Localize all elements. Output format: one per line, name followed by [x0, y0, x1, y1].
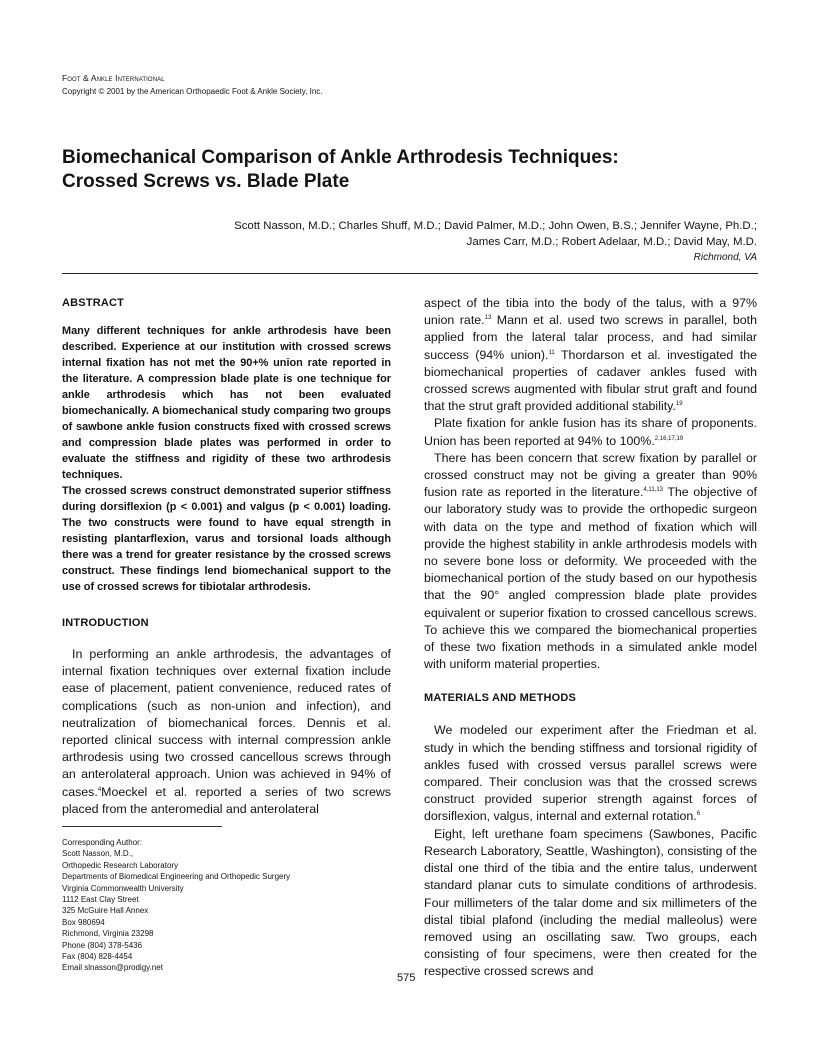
footnote-line: 325 McGuire Hall Annex	[62, 906, 149, 916]
footnote-line: Email slnasson@prodigy.net	[62, 963, 163, 973]
title-line-2: Crossed Screws vs. Blade Plate	[62, 171, 350, 192]
abstract-paragraph-2: The crossed screws construct demonstrated superior stiffness during dorsiflexion (p < 0.001) and valgus (p < 0.001) loading. The two constructs were found to have equal strength in resisting plantarflexion, varus and torsional loads although there was a trend for greater resistance by the crossed screws construct. These findings lend biomechanical support to the use of crossed screws for tibiotalar arthrodesis.	[62, 485, 391, 593]
right-column	[424, 295, 757, 981]
intro-paragraph-1-continued: aspect of the tibia into the body of the talus, with a 97% union rate.$^{13}$ Mann et al. used two screws in parallel, both applied from the lateral talar process, and had similar success (94% union).$^{11}$ Thordarson et al. investigated the biomechanical properties of cadaver ankles fused with crossed screws augmented with fibular strut graft and found that the strut graft provided additional stability.$^{19}$	[424, 296, 757, 414]
title-line-1: Biomechanical Comparison of Ankle Arthrodesis Techniques:	[62, 147, 619, 168]
footnote-line: 1112 East Clay Street	[62, 895, 139, 905]
paper-title	[62, 146, 762, 194]
authors-line-1: Scott Nasson, M.D.; Charles Shuff, M.D.; David Palmer, M.D.; John Owen, B.S.; Jennifer Wayne, Ph.D.;	[234, 220, 757, 232]
corresponding-author-footnote	[62, 837, 290, 974]
introduction-body-right	[424, 295, 757, 673]
intro-paragraph-1: In performing an ankle arthrodesis, the advantages of internal fixation techniques over external fixation include ease of placement, patient convenience, reduced rates of complications (such as non-union and infection), and neutralization of biomechanical forces. Dennis et al. reported clinical success with internal compression ankle arthrodesis using two crossed cancellous screws through an anterolateral approach. Union was achieved in 94% of cases.$^4$Moeckel et al. reported a series of two screws placed from the anteromedial and anterolateral	[62, 647, 391, 816]
footnote-line: Virginia Commonwealth University	[62, 883, 184, 893]
abstract-paragraph-1: Many different techniques for ankle arthrodesis have been described. Experience at our institution with crossed screws internal fixation has not met the 90+% union rate reported in the literature. A compression blade plate is one technique for ankle arthrodesis which has not been evaluated biomechanically. A biomechanical study comparing two groups of sawbone ankle fusion constructs fixed with crossed screws and compression blade plates was performed in order to evaluate the stiffness and rigidity of these two arthrodesis techniques.	[62, 325, 391, 481]
footnote-line: Scott Nasson, M.D.,	[62, 849, 134, 859]
intro-paragraph-3: There has been concern that screw fixation by parallel or crossed construct may not be giving a greater than 90% fusion rate as reported in the literature.$^{4,11,13}$ The objective of our laboratory study was to provide the orthopedic surgeon with data on the type and method of fixation which will provide the highest stability in ankle arthrodesis models with no severe bone loss or deformity. We proceeded with the biomechanical portion of the study based on our hypothesis that the 90° angled compression blade plate provides equivalent or superior fixation to crossed cancellous screws. To achieve this we compared the biomechanical properties of these two fixation methods in a simulated ankle model with uniform material properties.	[424, 450, 757, 672]
page-number: 575	[397, 972, 416, 984]
footnote-line: Departments of Biomedical Engineering and Orthopedic Surgery	[62, 872, 291, 882]
footnote-line: Corresponding Author:	[62, 838, 143, 847]
methods-heading: MATERIALS AND METHODS	[424, 692, 577, 705]
introduction-body-left	[62, 646, 391, 818]
methods-paragraph-1: We modeled our experiment after the Friedman et al. study in which the bending stiffness and torsional rigidity of ankles fused with crossed versus parallel screws were compared. Their conclusion was that the crossed screws construct provided superior strength against forces of dorsiflexion, valgus, internal and external rotation.$^6$	[424, 723, 757, 824]
copyright-line: Copyright © 2001 by the American Orthopaedic Foot & Ankle Society, Inc.	[62, 87, 323, 96]
abstract-heading: ABSTRACT	[62, 297, 125, 309]
intro-paragraph-2: Plate fixation for ankle fusion has its share of proponents. Union has been reported at 94% to 100%.$^{2,16,17,19}$	[424, 416, 757, 448]
author-list	[117, 219, 757, 266]
abstract-body	[62, 323, 391, 595]
footnote-line: Orthopedic Research Laboratory	[62, 860, 179, 870]
methods-paragraph-2: Eight, left urethane foam specimens (Sawbones, Pacific Research Laboratory, Seattle, Washington), consisting of the distal one third of the tibia and the entire talus, underwent standard planar cuts to simulate conditions of arthrodesis. Four millimeters of the talar dome and six millimeters of the distal tibial plafond (including the medial malleolus) were removed using an oscillating saw. Two groups, each consisting of four specimens, were then created for the respective crossed screws and	[424, 826, 757, 979]
methods-body	[424, 722, 757, 980]
introduction-heading: INTRODUCTION	[62, 617, 149, 629]
title-divider	[62, 273, 758, 274]
footnote-line: Phone (804) 378-5436	[62, 940, 143, 950]
left-column	[62, 296, 391, 818]
authors-line-2: James Carr, M.D.; Robert Adelaar, M.D.; David May, M.D.	[466, 235, 757, 248]
footnote-divider	[62, 826, 222, 827]
footnote-line: Richmond, Virginia 23298	[62, 929, 154, 939]
footnote-line: Box 980694	[62, 917, 105, 927]
affiliation: Richmond, VA	[693, 252, 757, 264]
journal-name: Foot & Ankle International	[62, 73, 165, 83]
footnote-line: Fax (804) 828-4454	[62, 952, 133, 962]
